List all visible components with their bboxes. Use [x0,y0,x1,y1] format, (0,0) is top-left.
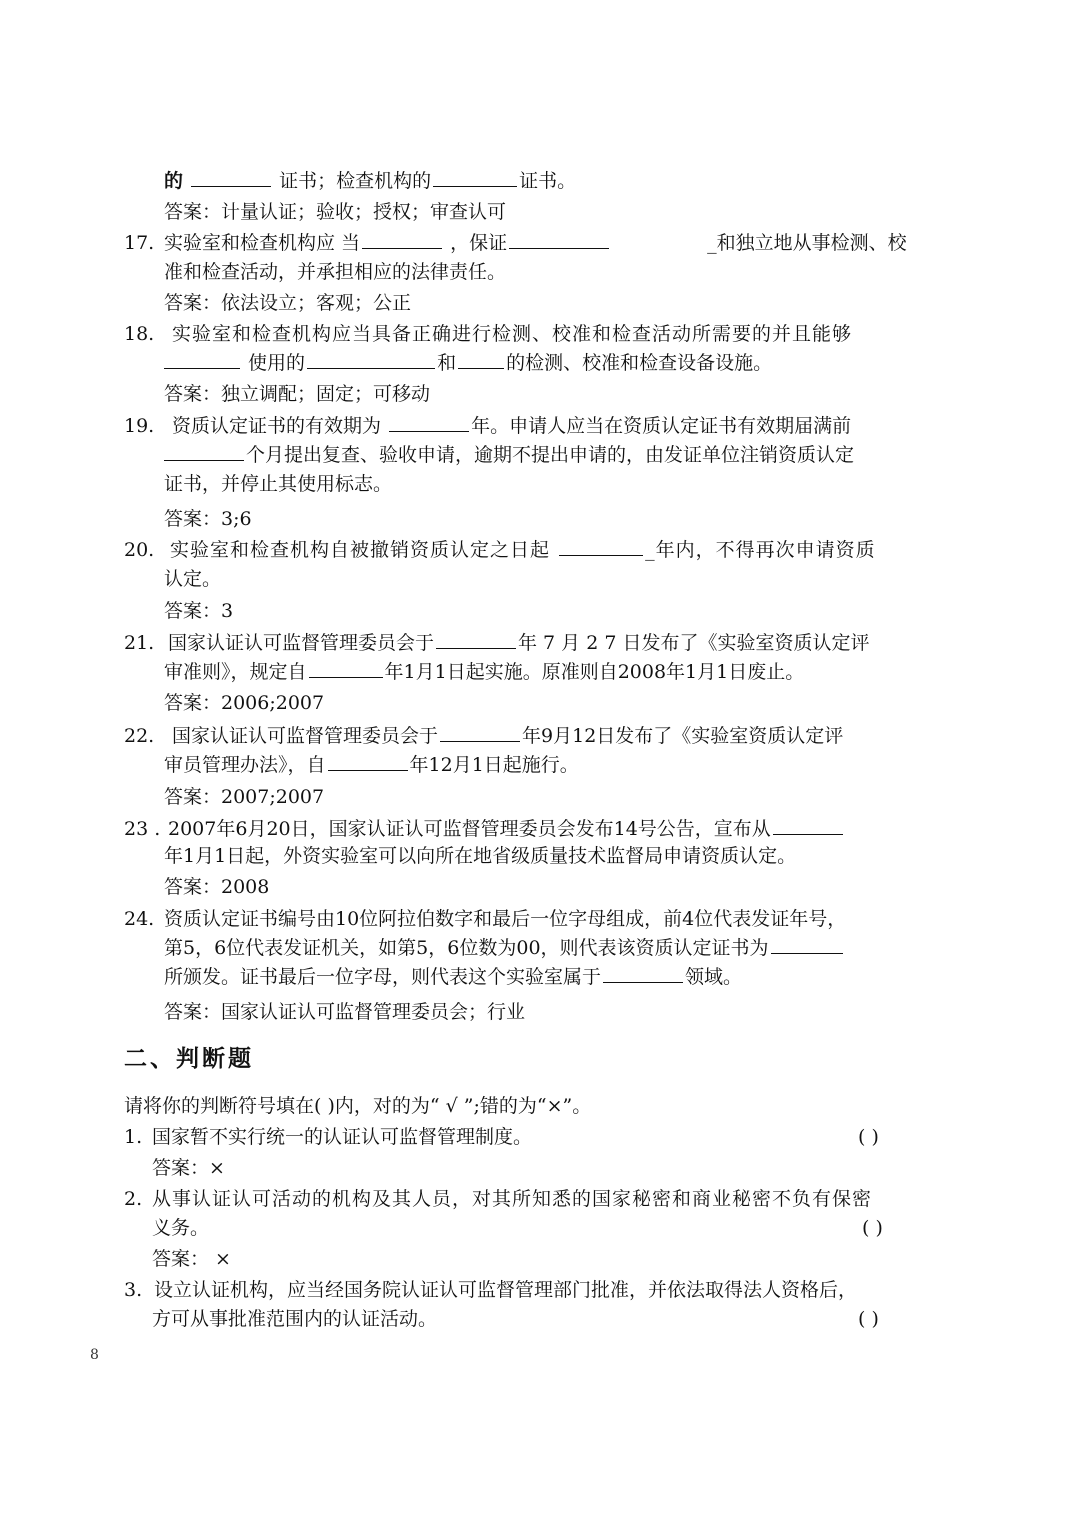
q19-number: 19. [124,415,155,437]
judge-item-1-answer: 答案：× [152,1157,225,1179]
judge-item-2-number: 2. [124,1188,143,1210]
judge-item-1-number: 1. [124,1126,143,1148]
q18-line-1: 实验室和检查机构应当具备正确进行检测、校准和检查活动所需要的并且能够 [172,323,853,345]
q22-line-2: 审员管理办法》，自 年12月1日起施行。 [164,754,579,776]
blank [771,935,843,954]
q21-answer: 答案：2006;2007 [164,692,325,714]
blank [164,442,244,461]
q17-line-1: 实验室和检查机构应 当 ，保证 _和独立地从事检测、校 [164,232,907,254]
q18-answer: 答案：独立调配；固定；可移动 [164,383,431,405]
q21-line-2: 审准则》，规定自 年1月1日起实施。原准则自2008年1月1日废止。 [164,661,805,683]
q17-number: 17. [124,232,155,254]
blank [440,723,520,742]
q18-number: 18. [124,323,155,345]
blank [559,537,643,556]
blank [603,964,683,983]
q19-line-1: 资质认定证书的有效期为 年。申请人应当在资质认定证书有效期届满前 [172,415,852,437]
q19-line-2: 个月提出复查、验收申请，逾期不提出申请的，由发证单位注销资质认定 [164,442,854,468]
q20-line-2: 认定。 [164,568,222,590]
q24-line-2: 第5，6位代表发证机关，如第5，6位数为00，则代表该资质认定证书为 [164,935,845,961]
q22-number: 22. [124,725,155,747]
blank [509,230,609,249]
section-heading: 二、判断题 [124,1046,254,1072]
blank [328,752,408,771]
q24-answer: 答案：国家认证认可监督管理委员会；行业 [164,1001,526,1023]
blank [773,816,843,835]
page-number: 8 [90,1347,99,1363]
judge-item-1-answer-box: ( ) [858,1126,879,1148]
section-instruction: 请将你的判断符号填在( )内，对的为“ √ ”;错的为“×”。 [124,1095,592,1117]
blank [191,168,271,187]
q20-line-1: 实验室和检查机构自被撤销资质认定之日起 _年内，不得再次申请资质 [170,539,876,561]
q19-answer: 答案：3;6 [164,508,252,530]
q17-answer: 答案：依法设立；客观；公正 [164,292,412,314]
q20-number: 20. [124,539,155,561]
q20-answer: 答案：3 [164,600,234,622]
q16-line-1: 的 证书；检查机构的 证书。 [164,170,577,192]
blank [389,413,469,432]
judge-item-2-answer: 答案： × [152,1248,231,1270]
q23-line-1: 2007年6月20日，国家认证认可监督管理委员会发布14号公告，宣布从 [168,816,845,842]
blank [309,659,383,678]
judge-item-3-number: 3. [124,1279,143,1301]
q19-line-3: 证书，并停止其使用标志。 [164,473,393,495]
q18-line-2: 使用的 和 的检测、校准和检查设备设施。 [164,350,772,376]
judge-item-2-line-2: 义务。 [152,1217,210,1239]
blank [164,350,240,369]
judge-item-2-line-1: 从事认证认可活动的机构及其人员，对其所知悉的国家秘密和商业秘密不负有保密 [152,1188,873,1210]
q21-line-1: 国家认证认可监督管理委员会于 年 7 月 2 7 日发布了《实验室资质认定评 [168,632,870,654]
blank [362,230,442,249]
q24-line-3: 所颁发。证书最后一位字母，则代表这个实验室属于 领域。 [164,966,743,988]
blank [433,168,517,187]
q24-line-1: 资质认定证书编号由10位阿拉伯数字和最后一位字母组成，前4位代表发证年号， [164,908,847,930]
q23-number: 23 . [124,818,161,840]
q22-answer: 答案：2007;2007 [164,786,325,808]
q24-number: 24. [124,908,155,930]
judge-item-3-line-1: 设立认证机构，应当经国务院认证认可监督管理部门批准，并依法取得法人资格后， [154,1279,858,1301]
q22-line-1: 国家认证认可监督管理委员会于 年9月12日发布了《实验室资质认定评 [172,725,844,747]
judge-item-3-answer-box: ( ) [858,1308,879,1330]
q16-answer: 答案：计量认证；验收；授权；审查认可 [164,201,507,223]
blank [458,350,504,369]
judge-item-2-answer-box: ( ) [862,1217,883,1239]
q23-line-2: 年1月1日起，外资实验室可以向所在地省级质量技术监督局申请资质认定。 [164,845,797,867]
q21-number: 21. [124,632,155,654]
q17-line-2: 准和检查活动，并承担相应的法律责任。 [164,261,507,283]
judge-item-3-line-2: 方可从事批准范围内的认证活动。 [152,1308,438,1330]
judge-item-1-text: 国家暂不实行统一的认证认可监督管理制度。 [152,1126,533,1148]
blank [436,630,516,649]
q23-answer: 答案：2008 [164,876,270,898]
blank [307,350,435,369]
